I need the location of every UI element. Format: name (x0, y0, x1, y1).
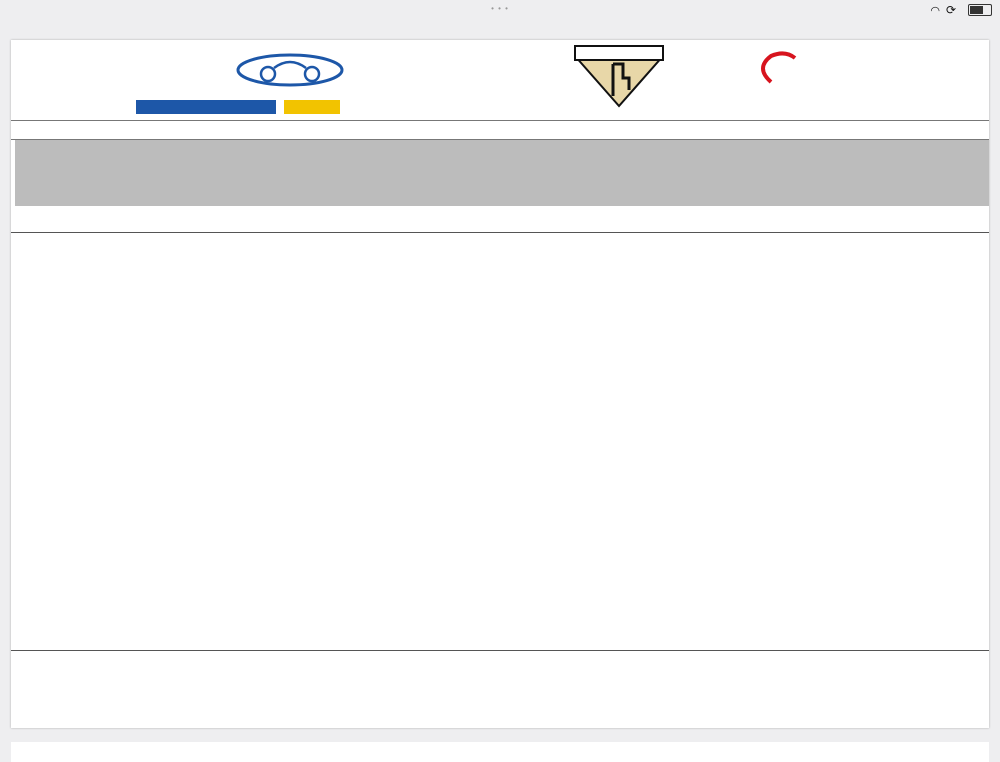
device-status-bar (0, 0, 1000, 20)
table-header (11, 218, 989, 233)
race-info-box (15, 140, 989, 206)
motorcycle-icon (234, 50, 346, 90)
results-title-bar (11, 120, 989, 140)
wifi-icon: ◠ (930, 4, 940, 17)
idm-subtitle-bar (136, 100, 276, 114)
status-right (930, 3, 992, 17)
multitask-dots-icon[interactable]: • • • (491, 4, 509, 13)
next-page-peek (11, 742, 989, 762)
page-footer (11, 650, 989, 728)
results-page (11, 40, 989, 728)
pirelli-logo (284, 100, 340, 114)
checkered-flag-graphic (637, 140, 987, 206)
idm-logo (136, 46, 351, 114)
address-bar[interactable] (0, 18, 1000, 38)
battery-icon (968, 4, 992, 16)
circuit-zolder-swoosh-icon (741, 48, 881, 88)
msc-shield-logo (573, 44, 665, 108)
event-banner (11, 40, 989, 116)
rotation-lock-icon: ⟳ (945, 3, 956, 17)
